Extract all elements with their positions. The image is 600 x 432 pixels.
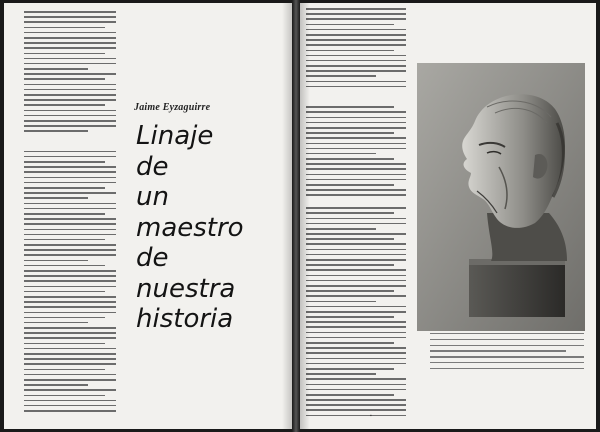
text-line [24,73,116,75]
text-line [24,89,116,91]
text-line [306,18,406,20]
title-line: historia [136,304,234,334]
text-line [24,286,116,288]
text-line [24,104,105,106]
text-line [24,37,116,39]
text-line [306,212,394,214]
page-fold-shadow [282,3,292,429]
text-line [306,394,394,396]
text-line [306,316,394,318]
photo-caption [430,333,584,373]
text-line [24,291,105,293]
text-line [24,156,116,158]
bust-portrait-icon [417,63,585,331]
text-line [24,301,116,303]
text-line [306,363,406,365]
text-line [24,405,116,407]
text-line [24,343,105,345]
text-line [306,347,406,349]
text-line [306,295,406,297]
text-line [306,332,406,334]
text-line [24,197,88,199]
text-line [306,243,406,245]
text-line [24,161,105,163]
text-line [24,306,116,308]
text-line [306,34,406,36]
left-text-column [24,11,116,415]
text-line [306,404,406,406]
text-line [306,384,406,386]
article-title [136,121,286,335]
text-line [306,200,406,204]
text-line [306,70,406,72]
text-line [306,378,406,380]
text-line [24,182,116,184]
text-line [306,368,394,370]
text-line [24,369,105,371]
text-line [24,332,116,334]
text-line [24,120,116,122]
text-line [24,254,116,256]
text-line [24,348,116,350]
text-line [24,337,116,339]
text-line [24,53,105,55]
text-line [306,326,406,328]
text-line [24,16,116,18]
text-line [24,363,116,365]
text-line [306,163,406,165]
text-line [24,213,105,215]
text-line [24,143,116,147]
text-line [306,415,406,417]
text-line [306,29,406,31]
text-line [306,321,406,323]
text-line [24,410,116,412]
text-line [306,106,394,108]
text-line [430,333,584,334]
text-line [24,270,116,272]
text-line [306,259,406,261]
text-line [306,301,376,303]
text-line [24,203,116,205]
text-line [24,94,116,96]
text-line [24,63,116,65]
text-line [306,249,406,251]
text-line [24,239,105,241]
text-line [24,395,105,397]
text-line [24,260,88,262]
text-line [24,21,116,23]
text-line [24,115,116,117]
right-text-column [306,8,406,420]
text-line [24,130,88,132]
text-line [24,296,116,298]
text-line [306,189,406,191]
text-line [306,24,394,26]
text-line [306,75,376,77]
text-line [306,81,406,83]
text-line [306,218,406,220]
text-line [24,177,116,179]
text-line [24,218,116,220]
title-line: maestro [136,212,244,243]
binding-gutter [292,0,300,432]
text-line [306,143,406,145]
text-line [24,229,116,231]
text-line [306,153,376,155]
text-line [306,285,406,287]
text-line [306,179,406,181]
text-line [306,306,406,308]
text-line [306,194,406,196]
text-line [306,148,406,150]
text-line [306,65,406,67]
text-line [24,389,116,391]
text-line [24,171,116,173]
text-line [306,389,406,391]
text-line [24,192,116,194]
text-line [306,352,406,354]
title-line: nuestra [136,273,236,304]
text-line [24,280,116,282]
text-line [24,58,116,60]
text-line [430,350,566,351]
text-line [306,168,406,170]
text-line [24,322,88,324]
text-line [24,151,116,153]
text-line [306,275,406,277]
text-line [24,379,116,381]
text-line [430,362,584,363]
text-line [24,358,116,360]
text-line [24,27,105,29]
text-line [306,60,406,62]
text-line [306,280,406,282]
text-line [24,32,116,34]
page-fold-shadow [300,3,310,429]
text-line [24,374,116,376]
text-line [24,384,88,386]
article-byline: Jaime Eyzaguirre [134,102,211,113]
text-line [24,42,116,44]
text-line [24,265,105,267]
text-line [306,174,406,176]
text-line [24,187,105,189]
text-line [306,184,394,186]
text-line [24,353,116,355]
text-line [24,327,116,329]
text-line [306,358,406,360]
text-line [306,44,406,46]
text-line [430,356,584,357]
text-line [24,110,116,112]
text-line [306,254,406,256]
text-line [306,264,394,266]
text-line [306,55,406,57]
title-line: un [136,182,169,212]
text-line [24,223,116,225]
text-line [306,373,376,375]
text-line [24,166,116,168]
text-line [24,78,105,80]
text-line [24,400,116,402]
text-line [306,399,406,401]
text-line [306,409,406,411]
text-line [306,111,406,113]
title-line: Linaje [136,121,214,151]
text-line [306,8,406,10]
bust-photograph [417,63,585,331]
text-line [306,99,406,103]
text-line [306,122,406,124]
text-line [306,13,406,15]
text-line [306,39,406,41]
text-line [24,317,105,319]
text-line [430,339,584,340]
text-line [306,132,394,134]
text-line [24,312,116,314]
text-line [306,311,406,313]
text-line [24,47,116,49]
text-line [24,11,116,13]
text-line [24,208,116,210]
text-line [306,50,394,52]
text-line [306,207,406,209]
text-line [24,68,88,70]
text-line [24,275,116,277]
text-line [24,136,116,140]
right-page [300,3,596,429]
title-line: de [136,151,169,182]
text-line [430,345,584,346]
text-line [306,127,406,129]
text-line [24,125,116,127]
text-line [306,86,406,88]
text-line [306,223,406,225]
text-line [430,368,584,369]
text-line [24,84,116,86]
text-line [24,234,116,236]
text-line [306,269,406,271]
text-line [24,99,116,101]
left-page [4,3,292,429]
text-line [306,137,406,139]
text-line [306,238,394,240]
title-line: de [136,243,169,273]
text-line [24,244,116,246]
text-line [306,158,394,160]
page-marker-icon: ▪ [370,414,372,419]
text-line [306,91,406,95]
text-line [306,342,394,344]
text-line [306,233,406,235]
text-line [306,228,376,230]
text-line [306,117,406,119]
text-line [24,249,116,251]
text-line [306,290,394,292]
text-line [306,337,406,339]
